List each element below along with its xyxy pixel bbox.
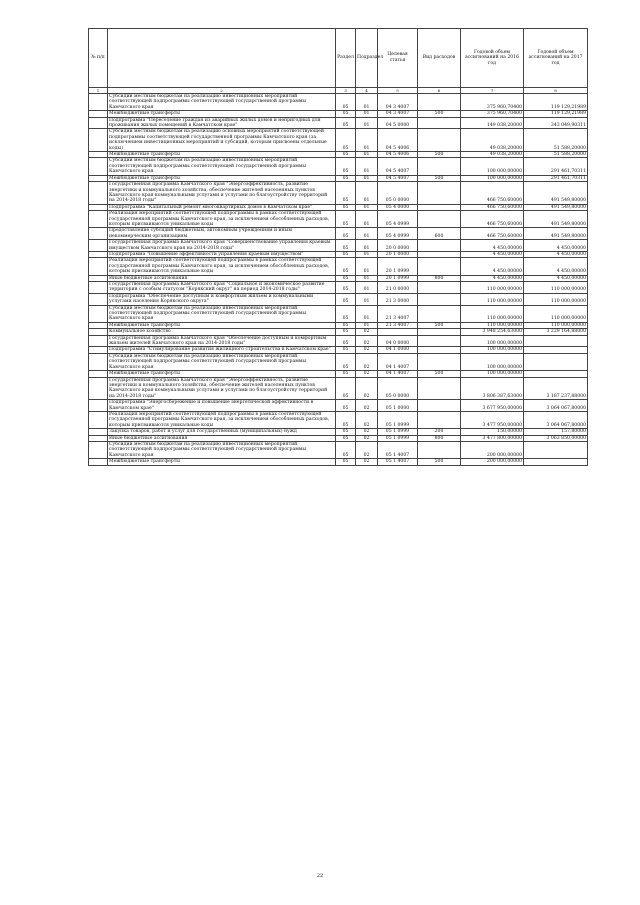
col-num: 6 [418, 88, 461, 94]
num [89, 441, 108, 458]
sum-2017-cell: 4 450,00000 [524, 275, 588, 281]
subsection-cell: 02 [356, 411, 378, 428]
sum-2016-cell: 150,00000 [461, 429, 524, 435]
name-cell: Подпрограмма "Капитальный ремонт многоквартирных домов в Камчатском крае" [108, 204, 336, 210]
sum-2017-cell: 491 549,80000 [524, 182, 588, 205]
num [89, 335, 108, 347]
target-cell: 04 3 4007 [378, 111, 418, 117]
sum-2017-cell: 4 450,00000 [524, 240, 588, 252]
sum-2017-cell: 491 549,80000 [524, 211, 588, 228]
name-cell: Государственная программа Камчатского края "Обеспечение доступным и комфортным жильем жителей Камчатского края на 2014-2018 годы" [108, 335, 336, 347]
budget-table-container [88, 28, 587, 466]
sum-2016-cell: 3 806 387,63000 [461, 377, 524, 400]
sum-2017-cell: 3 064 067,80000 [524, 400, 588, 412]
col-num: 1 [89, 88, 108, 94]
target-cell: 05 1 0999 [378, 429, 418, 435]
sum-2016-cell: 466 750,60000 [461, 211, 524, 228]
target-cell: 04 1 4007 [378, 353, 418, 370]
section-cell: 05 [336, 111, 356, 117]
sum-2016-cell: 375 960,70400 [461, 94, 524, 111]
sum-2017-cell: 4 450,00000 [524, 251, 588, 257]
table-row [89, 228, 588, 240]
target-cell: 05 4 0999 [378, 228, 418, 240]
expense-type-cell [418, 282, 461, 294]
name-cell: Межбюджетные трансферты [108, 371, 336, 377]
expense-type-cell: 500 [418, 322, 461, 328]
target-cell: 05 1 4007 [378, 459, 418, 465]
table-row [89, 293, 588, 305]
sum-2017-cell: 3 064 067,80000 [524, 411, 588, 428]
sum-2017-cell: 110 000,00000 [524, 322, 588, 328]
sum-2016-cell: 100 000,00000 [461, 335, 524, 347]
name-cell: Субсидии местным бюджетам на реализацию инвестиционных мероприятий соответствующей подпрограммы соответствующей государственной программы Камчатского края [108, 158, 336, 175]
target-cell: 04 3 4007 [378, 94, 418, 111]
sum-2016-cell: 100 000,00000 [461, 347, 524, 353]
target-cell: 04 1 4007 [378, 371, 418, 377]
name-cell: Межбюджетные трансферты [108, 152, 336, 158]
sum-2017-cell [524, 335, 588, 347]
sum-2016-cell: 110 000,00000 [461, 305, 524, 322]
subsection-cell: 01 [356, 258, 378, 275]
sum-2016-cell: 375 960,70400 [461, 111, 524, 117]
sum-2017-cell: 3 187 237,88000 [524, 377, 588, 400]
target-cell: 05 0 0000 [378, 182, 418, 205]
num [89, 353, 108, 370]
col-num: 4 [356, 88, 378, 94]
sum-2017-cell: 343 049,90311 [524, 117, 588, 129]
target-cell: 04 5 4007 [378, 175, 418, 181]
sum-2016-cell: 466 750,60000 [461, 228, 524, 240]
section-cell: 05 [336, 117, 356, 129]
expense-type-cell: 500 [418, 371, 461, 377]
target-cell: 04 5 4006 [378, 129, 418, 152]
sum-2017-cell [524, 353, 588, 370]
expense-type-cell [418, 182, 461, 205]
sum-2016-cell: 466 750,60000 [461, 182, 524, 205]
subsection-cell: 01 [356, 158, 378, 175]
expense-type-cell [418, 117, 461, 129]
target-cell: 21 3 4007 [378, 322, 418, 328]
expense-type-cell: 500 [418, 175, 461, 181]
sum-2017-cell: 110 000,00000 [524, 305, 588, 322]
sum-2016-cell: 3 477 950,00000 [461, 411, 524, 428]
name-cell: Предоставление субсидий бюджетным, автономным учреждениям и иным некоммерческим организациям [108, 228, 336, 240]
subsection-cell: 01 [356, 228, 378, 240]
header-target: Целевая статья [378, 29, 418, 88]
col-num: 3 [336, 88, 356, 94]
section-cell: 05 [336, 435, 356, 441]
sum-2017-cell [524, 459, 588, 465]
name-cell: Подпрограмма "Энергосбережение и повышение энергетической эффективности в Камчатском крае" [108, 400, 336, 412]
section-cell: 05 [336, 211, 356, 228]
subsection-cell: 02 [356, 371, 378, 377]
table-row [89, 305, 588, 322]
num [89, 459, 108, 465]
num [89, 240, 108, 252]
sum-2016-cell: 49 038,20000 [461, 129, 524, 152]
num [89, 182, 108, 205]
name-cell: Межбюджетные трансферты [108, 459, 336, 465]
name-cell: Иные бюджетные ассигнования [108, 275, 336, 281]
sum-2016-cell: 3 477 800,00000 [461, 435, 524, 441]
table-row [89, 353, 588, 370]
subsection-cell: 02 [356, 335, 378, 347]
num [89, 377, 108, 400]
table-row [89, 282, 588, 294]
subsection-cell: 01 [356, 182, 378, 205]
sum-2016-cell: 100 000,00000 [461, 353, 524, 370]
table-row [89, 94, 588, 111]
name-cell: Коммунальное хозяйство [108, 329, 336, 335]
sum-2016-cell: 110 000,00000 [461, 282, 524, 294]
subsection-cell: 02 [356, 435, 378, 441]
sum-2016-cell: 4 450,00000 [461, 251, 524, 257]
section-cell: 05 [336, 411, 356, 428]
subsection-cell: 01 [356, 111, 378, 117]
sum-2016-cell: 100 000,00000 [461, 175, 524, 181]
header-expense-type: Вид расходов [418, 29, 461, 88]
section-cell: 05 [336, 152, 356, 158]
num [89, 293, 108, 305]
section-cell: 05 [336, 182, 356, 205]
num [89, 129, 108, 152]
num [89, 258, 108, 275]
section-cell: 05 [336, 158, 356, 175]
sum-2017-cell: 110 000,00000 [524, 293, 588, 305]
sum-2017-cell: 491 549,80000 [524, 228, 588, 240]
target-cell: 05 4 0000 [378, 204, 418, 210]
name-cell: Субсидии местным бюджетам на реализацию инвестиционных мероприятий соответствующей подпрограммы соответствующей государственной программы Камчатского края [108, 441, 336, 458]
name-cell: Закупка товаров, работ и услуг для государственных (муниципальных) нужд [108, 429, 336, 435]
num [89, 94, 108, 111]
target-cell: 04 5 4007 [378, 158, 418, 175]
section-cell: 05 [336, 459, 356, 465]
expense-type-cell: 600 [418, 228, 461, 240]
target-cell: 05 1 0999 [378, 435, 418, 441]
subsection-cell: 01 [356, 305, 378, 322]
section-cell: 05 [336, 204, 356, 210]
subsection-cell: 01 [356, 282, 378, 294]
header-sum-2016: Годовой объем ассигнований на 2016 год [461, 29, 524, 88]
sum-2017-cell: 51 588,20000 [524, 129, 588, 152]
header-row [89, 29, 588, 88]
section-cell: 05 [336, 371, 356, 377]
subsection-cell: 01 [356, 211, 378, 228]
section-cell: 05 [336, 400, 356, 412]
sum-2017-cell: 4 450,00000 [524, 258, 588, 275]
expense-type-cell: 500 [418, 152, 461, 158]
name-cell: Подпрограмма "Обеспечение доступным и комфортным жильем и коммунальными услугами населения Корякского округа" [108, 293, 336, 305]
table-row [89, 258, 588, 275]
subsection-cell: 02 [356, 377, 378, 400]
num [89, 282, 108, 294]
table-row [89, 411, 588, 428]
sum-2016-cell: 100 000,00000 [461, 158, 524, 175]
header-name [108, 29, 336, 88]
name-cell: Реализация мероприятий соответствующей подпрограммы в рамках соответствующей государственной программы Камчатского края, за исключением обособленных расходов, которым присваиваются уникальные коды [108, 258, 336, 275]
num [89, 411, 108, 428]
section-cell: 05 [336, 353, 356, 370]
sum-2016-cell: 49 038,20000 [461, 152, 524, 158]
name-cell: Государственная программа Камчатского края "Социальное и экономическое развитие территории с особым статусом "Корякский округ" на период 2014-2018 годы" [108, 282, 336, 294]
subsection-cell: 01 [356, 152, 378, 158]
target-cell: 21 0 0000 [378, 282, 418, 294]
section-cell: 05 [336, 240, 356, 252]
target-cell: 04 1 0000 [378, 347, 418, 353]
header-num: № п/п [89, 29, 108, 88]
subsection-cell: 01 [356, 322, 378, 328]
expense-type-cell [418, 94, 461, 111]
num [89, 117, 108, 129]
table-row [89, 459, 588, 465]
section-cell: 05 [336, 175, 356, 181]
col-num: 8 [524, 88, 588, 94]
section-cell: 05 [336, 129, 356, 152]
target-cell: 21 3 4007 [378, 305, 418, 322]
sum-2017-cell: 291 461,70311 [524, 158, 588, 175]
header-section: Раздел [336, 29, 356, 88]
sum-2016-cell: 4 450,00000 [461, 240, 524, 252]
expense-type-cell: 200 [418, 429, 461, 435]
subsection-cell: 01 [356, 275, 378, 281]
subsection-cell: 02 [356, 429, 378, 435]
table-row [89, 117, 588, 129]
section-cell: 05 [336, 282, 356, 294]
name-cell: Государственная программа Камчатского края "Энергоэффективность, развитие энергетики и коммунального хозяйства, обеспечение жителей населенных пунктов Камчатского края коммунальными услугами и услугами по благоустройству территорий на 2014-2018 годы" [108, 182, 336, 205]
expense-type-cell [418, 400, 461, 412]
section-cell: 05 [336, 322, 356, 328]
subsection-cell: 01 [356, 94, 378, 111]
expense-type-cell [418, 211, 461, 228]
header-sum-2017: Годовой объем ассигнований на 2017 год [524, 29, 588, 88]
expense-type-cell [418, 411, 461, 428]
name-cell: Реализация мероприятий соответствующей подпрограммы в рамках соответствующей государственной программы Камчатского края, за исключением обособленных расходов, которым присваиваются уникальные коды [108, 411, 336, 428]
section-cell: 05 [336, 335, 356, 347]
num [89, 305, 108, 322]
subsection-cell: 01 [356, 129, 378, 152]
name-cell: Подпрограмма "Переселение граждан из аварийных жилых домов и непригодных для проживания жилых помещений в Камчатском крае" [108, 117, 336, 129]
name-cell: Реализация мероприятий соответствующей подпрограммы в рамках соответствующей государственной программы Камчатского края, за исключением обособленных расходов, которым присваиваются уникальные коды [108, 211, 336, 228]
sum-2016-cell: 200 000,00000 [461, 459, 524, 465]
sum-2016-cell: 4 450,00000 [461, 275, 524, 281]
table-row [89, 211, 588, 228]
subsection-cell: 02 [356, 441, 378, 458]
expense-type-cell [418, 441, 461, 458]
sum-2017-cell: 491 549,80000 [524, 204, 588, 210]
name-cell: Межбюджетные трансферты [108, 111, 336, 117]
page-number: 22 [316, 873, 324, 879]
sum-2017-cell: 51 588,20000 [524, 152, 588, 158]
sum-2016-cell: 3 677 950,00000 [461, 400, 524, 412]
subsection-cell: 02 [356, 329, 378, 335]
name-cell: Подпрограмма "Повышение эффективности управления краевым имуществом" [108, 251, 336, 257]
subsection-cell: 02 [356, 347, 378, 353]
expense-type-cell [418, 305, 461, 322]
section-cell: 05 [336, 275, 356, 281]
name-cell: Подпрограмма "Стимулирование развития жилищного строительства в Камчатском крае" [108, 347, 336, 353]
target-cell: 04 0 0000 [378, 335, 418, 347]
target-cell: 05 1 4007 [378, 441, 418, 458]
target-cell: 05 1 0999 [378, 411, 418, 428]
budget-table [88, 28, 588, 466]
expense-type-cell [418, 335, 461, 347]
target-cell: 21 3 0000 [378, 293, 418, 305]
table-row [89, 129, 588, 152]
name-cell: Государственная программа Камчатского края "Совершенствование управления краевым имуществом Камчатского края на 2014-2018 годы" [108, 240, 336, 252]
table-row [89, 182, 588, 205]
name-cell: Иные бюджетные ассигнования [108, 435, 336, 441]
sum-2016-cell: 110 000,00000 [461, 293, 524, 305]
target-cell: 20 1 0999 [378, 258, 418, 275]
target-cell: 05 0 0000 [378, 377, 418, 400]
section-cell: 05 [336, 293, 356, 305]
header-subsection: Подраздел [356, 29, 378, 88]
section-cell: 05 [336, 377, 356, 400]
name-cell: Субсидии местным бюджетам на реализацию инвестиционных мероприятий соответствующей подпрограммы соответствующей государственной программы Камчатского края [108, 353, 336, 370]
target-cell: 05 1 0000 [378, 400, 418, 412]
target-cell: 05 4 0999 [378, 211, 418, 228]
subsection-cell: 01 [356, 240, 378, 252]
sum-2017-cell: 119 129,21989 [524, 111, 588, 117]
name-cell: Субсидии местным бюджетам на реализацию инвестиционных мероприятий соответствующей подпрограммы соответствующей государственной программы Камчатского края [108, 94, 336, 111]
col-num: 5 [378, 88, 418, 94]
subsection-cell: 01 [356, 293, 378, 305]
sum-2017-cell: 110 000,00000 [524, 282, 588, 294]
name-cell: Субсидии местным бюджетам на реализацию основных мероприятий соответствующей подпрограммы соответствующей государственной программы Камчатского края (за исключением инвестиционных мероприятий и субсидий, которым присвоены отдельные коды) [108, 129, 336, 152]
section-cell: 05 [336, 228, 356, 240]
section-cell: 05 [336, 441, 356, 458]
target-cell: 20 1 0999 [378, 275, 418, 281]
name-cell: Государственная программа Камчатского края "Энергоэффективность, развитие энергетики и коммунального хозяйства, обеспечение жителей населенных пунктов Камчатского края коммунальными услугами и услугами по благоустройству территорий на 2014-2018 годы" [108, 377, 336, 400]
subsection-cell: 01 [356, 204, 378, 210]
sum-2017-cell: 291 461,70311 [524, 175, 588, 181]
expense-type-cell [418, 129, 461, 152]
sum-2017-cell: 3 229 164,88000 [524, 329, 588, 335]
section-cell: 05 [336, 305, 356, 322]
expense-type-cell [418, 240, 461, 252]
subsection-cell: 02 [356, 459, 378, 465]
sum-2017-cell: 119 129,21989 [524, 94, 588, 111]
section-cell: 05 [336, 251, 356, 257]
expense-type-cell [418, 377, 461, 400]
expense-type-cell: 500 [418, 459, 461, 465]
subsection-cell: 01 [356, 117, 378, 129]
sum-2017-cell: 3 063 850,00000 [524, 435, 588, 441]
subsection-cell: 02 [356, 353, 378, 370]
expense-type-cell [418, 353, 461, 370]
table-row [89, 400, 588, 412]
table-row [89, 377, 588, 400]
col-num: 7 [461, 88, 524, 94]
expense-type-cell [418, 293, 461, 305]
expense-type-cell [418, 158, 461, 175]
name-cell: Межбюджетные трансферты [108, 175, 336, 181]
target-cell: 04 5 4006 [378, 152, 418, 158]
target-cell: 04 5 0000 [378, 117, 418, 129]
name-cell: Субсидии местным бюджетам на реализацию инвестиционных мероприятий соответствующей подпрограммы соответствующей государственной программы Камчатского края [108, 305, 336, 322]
sum-2016-cell: 100 000,00000 [461, 371, 524, 377]
target-cell: 20 0 0000 [378, 240, 418, 252]
num [89, 158, 108, 175]
section-cell: 05 [336, 94, 356, 111]
num [89, 211, 108, 228]
subsection-cell: 02 [356, 400, 378, 412]
section-cell: 05 [336, 347, 356, 353]
expense-type-cell: 800 [418, 435, 461, 441]
name-cell: Межбюджетные трансферты [108, 322, 336, 328]
expense-type-cell: 500 [418, 111, 461, 117]
sum-2016-cell: 4 450,00000 [461, 258, 524, 275]
expense-type-cell [418, 258, 461, 275]
sum-2016-cell: 149 038,20000 [461, 117, 524, 129]
expense-type-cell: 800 [418, 275, 461, 281]
sum-2016-cell: 3 948 254,63000 [461, 329, 524, 335]
table-row [89, 240, 588, 252]
table-row [89, 441, 588, 458]
sum-2016-cell: 466 750,60000 [461, 204, 524, 210]
num [89, 400, 108, 412]
subsection-cell: 01 [356, 175, 378, 181]
target-cell: 20 1 0000 [378, 251, 418, 257]
sum-2017-cell: 157,80000 [524, 429, 588, 435]
sum-2016-cell: 110 000,00000 [461, 322, 524, 328]
section-cell: 05 [336, 258, 356, 275]
table-row [89, 335, 588, 347]
col-num: 2 [108, 88, 336, 94]
section-cell: 05 [336, 429, 356, 435]
subsection-cell: 01 [356, 251, 378, 257]
num [89, 228, 108, 240]
sum-2017-cell [524, 441, 588, 458]
sum-2016-cell: 200 000,00000 [461, 441, 524, 458]
section-cell: 05 [336, 329, 356, 335]
table-row [89, 158, 588, 175]
